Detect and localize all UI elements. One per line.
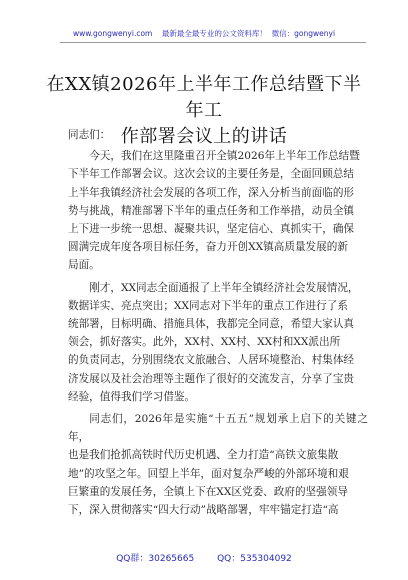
text-line: 也是我们抢抓高铁时代历史机遇、全力打造“高铁文旅集散 bbox=[68, 449, 339, 462]
qq-contact: QQ：535304092 bbox=[217, 554, 292, 564]
text-line: 下半年工作部署会议。这次会议的主要任务是，全面回顾总结 bbox=[68, 168, 355, 181]
text-line: 势与挑战，精准部署下半年的重点任务和工作举措，动员全镇 bbox=[68, 204, 355, 217]
text-line: 刚才，XX同志全面通报了上半年全镇经济社会发展情况， bbox=[89, 281, 359, 294]
text-line: 今天，我们在这里隆重召开全镇2026年上半年工作总结暨 bbox=[89, 150, 360, 163]
qq-group: QQ群：30265665 bbox=[116, 554, 195, 564]
paragraph-3 bbox=[68, 410, 368, 519]
document-body bbox=[68, 126, 368, 523]
title-line-1: 在XX镇2026年上半年工作总结暨下半年工 bbox=[46, 74, 362, 121]
paragraph-2 bbox=[68, 279, 368, 406]
text-line: 局面。 bbox=[68, 259, 100, 272]
text-line: 济发展以及社会治理等主题作了很好的交流发言，分享了宝贵 bbox=[68, 372, 355, 385]
text-line: 的负责同志，分别围绕农文旅融合、人居环境整治、村集体经 bbox=[68, 354, 355, 367]
text-line: 巨繁重的发展任务，全镇上下在XX区党委、政府的坚强领导 bbox=[68, 485, 348, 498]
text-line: 领会，抓好落实。此外，XX村、XX村、XX村和XX派出所 bbox=[68, 336, 341, 349]
paragraph-1 bbox=[68, 147, 368, 274]
text-line: 经验，值得我们学习借鉴。 bbox=[68, 390, 196, 403]
text-line: 圆满完成年度各项目标任务，奋力开创XX镇高质量发展的新 bbox=[68, 241, 348, 254]
text-line: 地”的攻坚之年。回望上半年，面对复杂严峻的外部环境和艰 bbox=[68, 467, 349, 480]
text-line: 上半年我镇经济社会发展的各项工作，深入分析当前面临的形 bbox=[68, 186, 355, 199]
title-line-2: 作部署会议上的讲话 bbox=[120, 126, 288, 147]
text-line: 下，深入贯彻落实“四大行动”战略部署，牢牢锚定打造“高 bbox=[68, 504, 339, 517]
text-line: 上下进一步统一思想、凝聚共识，坚定信心、真抓实干，确保 bbox=[68, 223, 355, 236]
text-line: 统部署，目标明确、措施具体，我都完全同意，希望大家认真 bbox=[68, 318, 355, 331]
salutation: 同志们： bbox=[68, 129, 111, 141]
header-divider bbox=[60, 42, 366, 43]
text-line: 同志们，2026年是实施“十五五”规划承上启下的关键之年， bbox=[68, 413, 368, 444]
site-header: www.gongwenyi.com 最新最全最专业的公文资料库！ 微信：gongwenyi bbox=[72, 29, 336, 38]
text-line: 数据详实、亮点突出；XX同志对下半年的重点工作进行了系 bbox=[68, 299, 348, 312]
site-footer bbox=[0, 551, 408, 564]
